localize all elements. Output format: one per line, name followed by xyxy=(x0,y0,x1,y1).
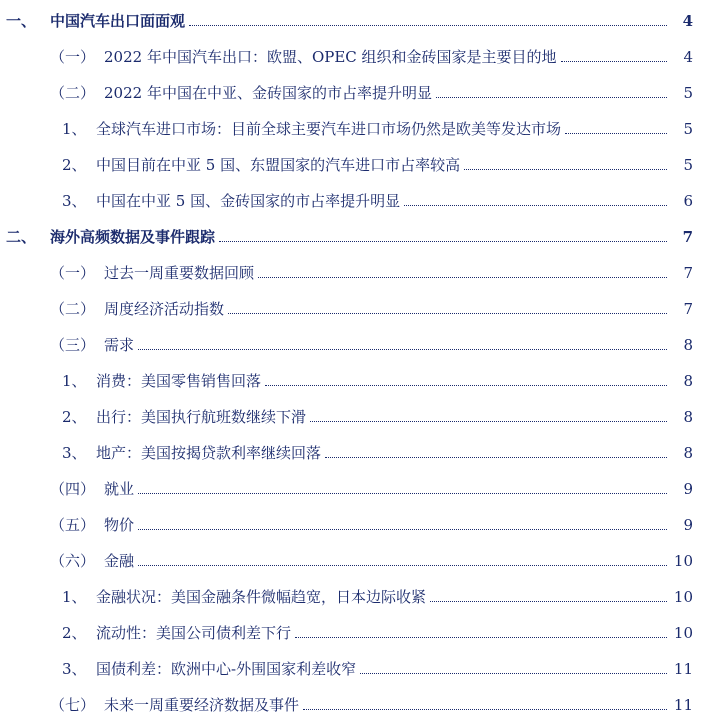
dot-leader xyxy=(228,313,667,314)
toc-entry-number: （七） xyxy=(50,696,96,714)
toc-entry-page: 6 xyxy=(683,192,693,210)
dot-leader xyxy=(430,601,667,602)
toc-entry-title: 2022 年中国在中亚、金砖国家的市占率提升明显 xyxy=(104,84,432,102)
toc-entry-page: 8 xyxy=(683,336,693,354)
toc-entry-page: 8 xyxy=(683,408,693,426)
toc-entry[interactable] xyxy=(0,258,725,282)
toc-entry-title: 出行：美国执行航班数继续下滑 xyxy=(96,408,307,426)
dot-leader xyxy=(565,133,667,134)
toc-entry-page: 8 xyxy=(683,372,693,390)
dot-leader xyxy=(219,241,667,242)
toc-entry-title: 2022 年中国汽车出口：欧盟、OPEC 组织和金砖国家是主要目的地 xyxy=(104,48,557,66)
toc-entry-number: 1、 xyxy=(62,372,87,390)
toc-entry-title: 未来一周重要经济数据及事件 xyxy=(104,696,300,714)
toc-entry-number: 3、 xyxy=(62,444,87,462)
toc-entry-number: 1、 xyxy=(62,588,87,606)
toc-entry-number: 二、 xyxy=(6,228,37,246)
toc-entry[interactable] xyxy=(0,294,725,318)
dot-leader xyxy=(325,457,667,458)
toc-entry[interactable] xyxy=(0,510,725,534)
toc-entry-title: 国债利差：欧洲中心-外围国家利差收窄 xyxy=(96,660,357,678)
toc-entry-number: （三） xyxy=(50,336,96,354)
toc-entry-page: 8 xyxy=(683,444,693,462)
toc-entry[interactable] xyxy=(0,654,725,678)
toc-entry-title: 海外高频数据及事件跟踪 xyxy=(50,228,216,246)
toc-entry[interactable] xyxy=(0,42,725,66)
dot-leader xyxy=(561,61,667,62)
toc-entry-number: 3、 xyxy=(62,660,87,678)
toc-entry-page: 4 xyxy=(683,48,693,66)
toc-entry[interactable] xyxy=(0,186,725,210)
toc-entry[interactable] xyxy=(0,690,725,714)
toc-entry[interactable] xyxy=(0,366,725,390)
toc-entry[interactable] xyxy=(0,114,725,138)
toc-entry[interactable] xyxy=(0,474,725,498)
toc-entry-title: 周度经济活动指数 xyxy=(104,300,225,318)
toc-entry-title: 全球汽车进口市场：目前全球主要汽车进口市场仍然是欧美等发达市场 xyxy=(96,120,562,138)
toc-entry-number: 2、 xyxy=(62,408,87,426)
toc-entry-page: 10 xyxy=(673,552,693,570)
toc-entry-page: 10 xyxy=(673,588,693,606)
toc-entry-number: 2、 xyxy=(62,624,87,642)
toc-entry-number: （一） xyxy=(50,264,96,282)
toc-entry-number: 1、 xyxy=(62,120,87,138)
toc-entry[interactable] xyxy=(0,438,725,462)
toc-entry[interactable] xyxy=(0,618,725,642)
toc-entry-title: 中国目前在中亚 5 国、东盟国家的汽车进口市占率较高 xyxy=(96,156,461,174)
dot-leader xyxy=(138,565,667,566)
toc-entry-page: 11 xyxy=(673,660,693,678)
toc-entry-page: 5 xyxy=(683,84,693,102)
dot-leader xyxy=(303,709,667,710)
dot-leader xyxy=(464,169,667,170)
dot-leader xyxy=(404,205,667,206)
toc-entry-title: 消费：美国零售销售回落 xyxy=(96,372,262,390)
toc-entry-page: 10 xyxy=(673,624,693,642)
toc-entry-number: 一、 xyxy=(6,12,37,30)
toc-entry-title: 中国在中亚 5 国、金砖国家的市占率提升明显 xyxy=(96,192,401,210)
toc-entry-number: 2、 xyxy=(62,156,87,174)
dot-leader xyxy=(189,25,667,26)
toc-entry[interactable] xyxy=(0,222,725,246)
toc-entry-page: 11 xyxy=(673,696,693,714)
toc-entry-number: （五） xyxy=(50,516,96,534)
toc-entry[interactable] xyxy=(0,330,725,354)
toc-entry-page: 9 xyxy=(683,480,693,498)
toc-entry-title: 过去一周重要数据回顾 xyxy=(104,264,255,282)
dot-leader xyxy=(265,385,667,386)
toc-entry-title: 金融状况：美国金融条件微幅趋宽，日本边际收紧 xyxy=(96,588,427,606)
dot-leader xyxy=(436,97,667,98)
toc-entry-page: 9 xyxy=(683,516,693,534)
toc-entry-number: （二） xyxy=(50,84,96,102)
toc-entry-page: 5 xyxy=(683,120,693,138)
dot-leader xyxy=(138,493,667,494)
toc-entry-number: （二） xyxy=(50,300,96,318)
toc-entry[interactable] xyxy=(0,402,725,426)
dot-leader xyxy=(360,673,667,674)
toc-entry-number: （一） xyxy=(50,48,96,66)
toc-entry[interactable] xyxy=(0,150,725,174)
toc-entry-title: 金融 xyxy=(104,552,135,570)
toc-entry-number: （六） xyxy=(50,552,96,570)
dot-leader xyxy=(258,277,667,278)
toc-entry[interactable] xyxy=(0,78,725,102)
toc-entry-page: 7 xyxy=(683,300,693,318)
toc-entry-title: 需求 xyxy=(104,336,135,354)
dot-leader xyxy=(138,349,667,350)
toc-entry-title: 地产：美国按揭贷款利率继续回落 xyxy=(96,444,322,462)
toc-entry-page: 5 xyxy=(683,156,693,174)
toc-entry-title: 流动性：美国公司债利差下行 xyxy=(96,624,292,642)
toc-entry[interactable] xyxy=(0,6,725,30)
toc-entry[interactable] xyxy=(0,582,725,606)
toc-entry-page: 4 xyxy=(682,12,693,30)
toc-entry-number: 3、 xyxy=(62,192,87,210)
dot-leader xyxy=(310,421,667,422)
toc-entry-number: （四） xyxy=(50,480,96,498)
dot-leader xyxy=(138,529,667,530)
toc-entry-title: 中国汽车出口面面观 xyxy=(50,12,186,30)
toc-entry-page: 7 xyxy=(683,264,693,282)
toc-entry[interactable] xyxy=(0,546,725,570)
toc-entry-page: 7 xyxy=(682,228,693,246)
dot-leader xyxy=(295,637,667,638)
toc-entry-title: 物价 xyxy=(104,516,135,534)
toc-entry-title: 就业 xyxy=(104,480,135,498)
